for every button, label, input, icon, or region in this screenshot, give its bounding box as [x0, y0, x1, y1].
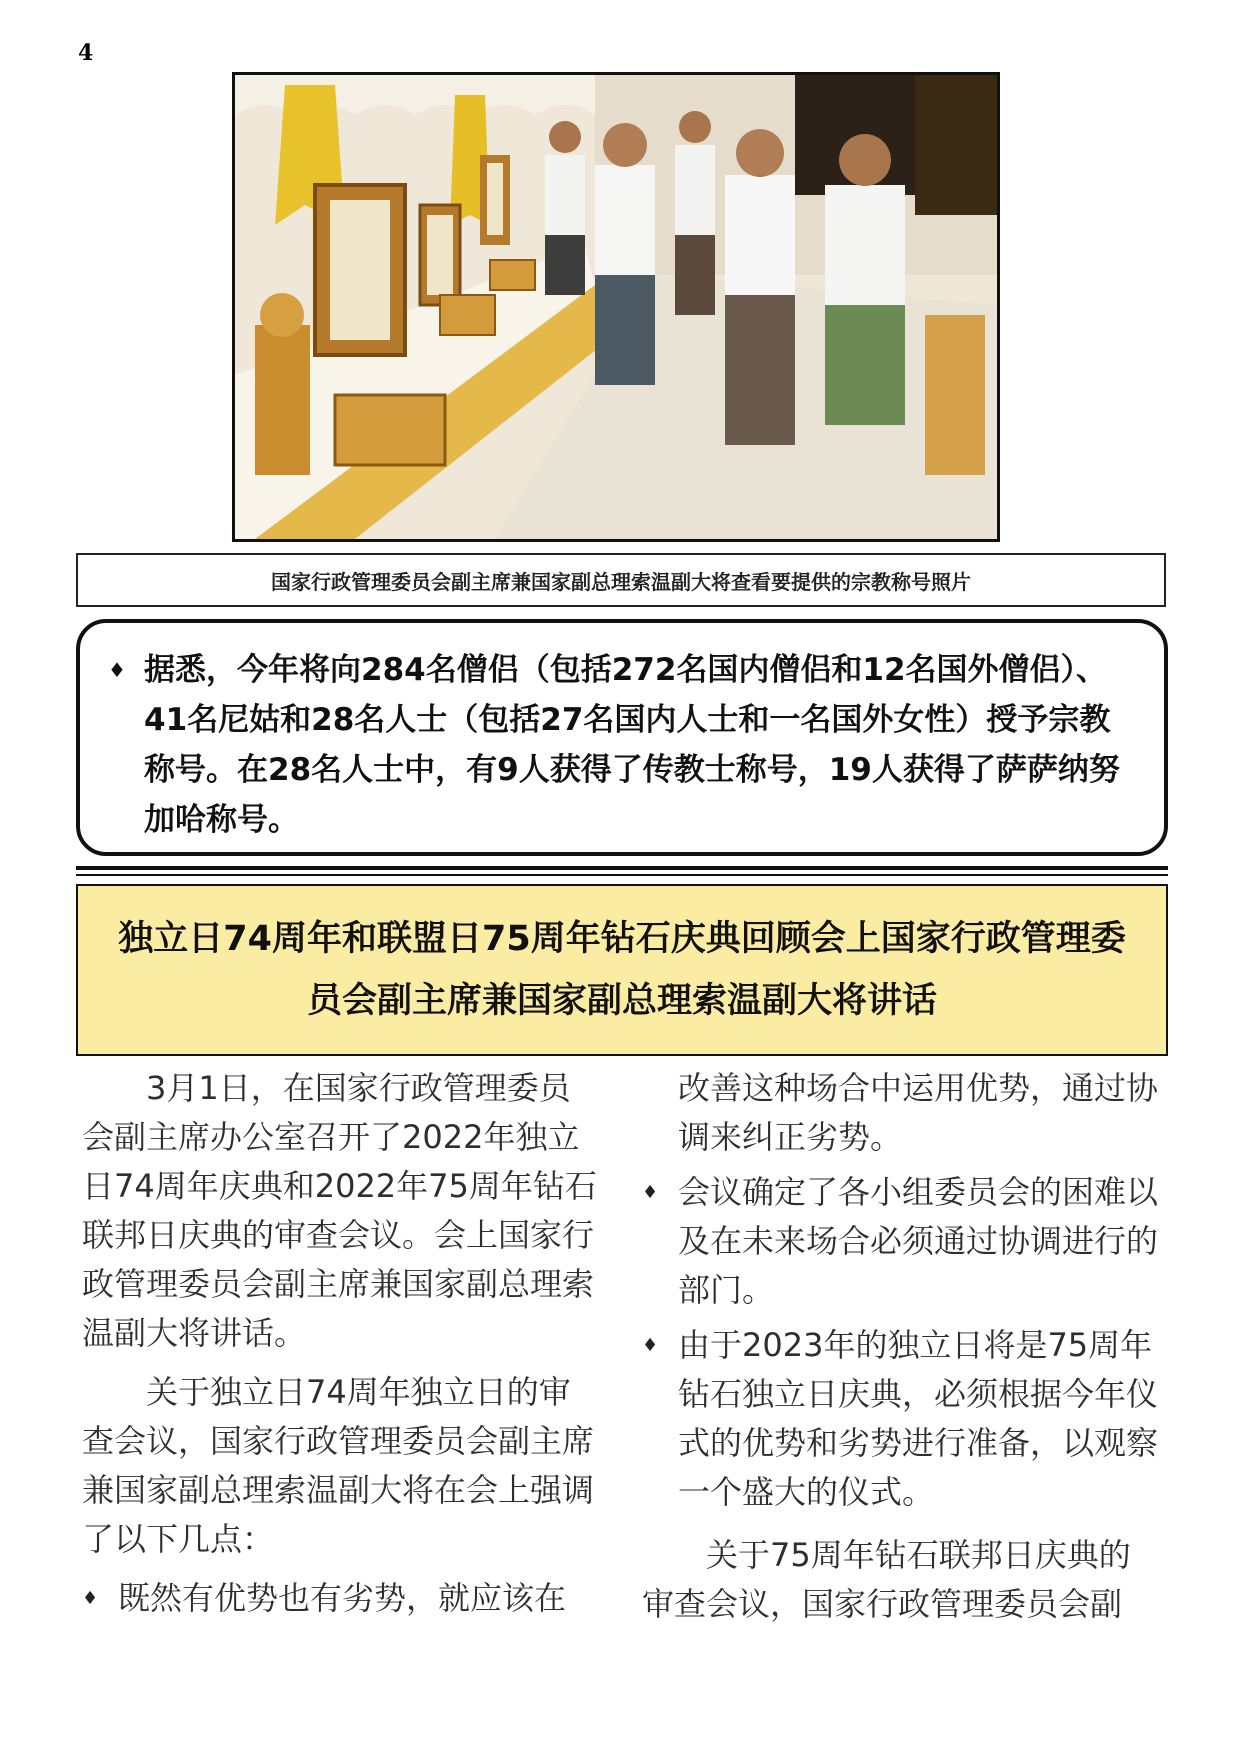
bullet-item-1-continued [642, 1064, 1162, 1162]
headline-line1: 独立日74周年和联盟日75周年钻石庆典回顾会上国家行政管理委 [118, 919, 1126, 959]
diamond-bullet-icon: ♦ [642, 1182, 659, 1203]
paragraph-2: 关于独立日74周年独立日的审查会议，国家行政管理委员会副主席兼国家副总理索温副大将在会上强调了以下几点： [82, 1373, 595, 1558]
left-column [82, 1064, 602, 1629]
paragraph-1: 3月1日，在国家行政管理委员会副主席办公室召开了2022年独立日74周年庆典和2022年75周年钻石联邦日庆典的审查会议。会上国家行政管理委员会副主席兼国家副总理索温副大将讲话。 [82, 1069, 597, 1352]
diamond-bullet-icon: ♦ [108, 658, 126, 682]
bullet-text-3: 由于2023年的独立日将是75周年钻石独立日庆典，必须根据今年仪式的优势和劣势进行准备，以观察一个盛大的仪式。 [678, 1326, 1159, 1511]
bullet-text-1: 既然有优势也有劣势，就应该在 [118, 1579, 567, 1617]
photo-caption: 国家行政管理委员会副主席兼国家副总理索温副大将查看要提供的宗教称号照片 [76, 553, 1166, 607]
news-photo [232, 72, 1000, 542]
bullet-text-2: 会议确定了各小组委员会的困难以及在未来场合必须通过协调进行的部门。 [678, 1173, 1159, 1309]
note-text: 据悉，今年将向284名僧侣（包括272名国内僧侣和12名国外僧侣）、41名尼姑和28名人士（包括27名国内人士和一名国外女性）授予宗教称号。在28名人士中，有9人获得了传教士称号，19人获得了萨萨纳努加哈称号。 [144, 652, 1120, 838]
bullet-item-3 [642, 1321, 1162, 1517]
bullet-item-2 [642, 1168, 1162, 1315]
note-bullet-row [108, 645, 1136, 845]
headline-box [76, 884, 1168, 1056]
note-box [76, 619, 1168, 856]
right-column [642, 1064, 1162, 1639]
divider-thick [76, 866, 1168, 870]
headline-line2: 员会副主席兼国家副总理索温副大将讲话 [306, 981, 937, 1021]
bullet-text-1-continued: 改善这种场合中运用优势，通过协调来纠正劣势。 [678, 1069, 1159, 1156]
paragraph-3: 关于75周年钻石联邦日庆典的审查会议，国家行政管理委员会副 [642, 1536, 1131, 1623]
bullet-item-1 [82, 1574, 602, 1623]
divider-thin [76, 874, 1168, 876]
headline [118, 908, 1125, 1032]
page-number: 4 [78, 40, 94, 66]
photo-illustration [235, 75, 997, 539]
diamond-bullet-icon: ♦ [82, 1588, 99, 1609]
diamond-bullet-icon: ♦ [642, 1335, 659, 1356]
